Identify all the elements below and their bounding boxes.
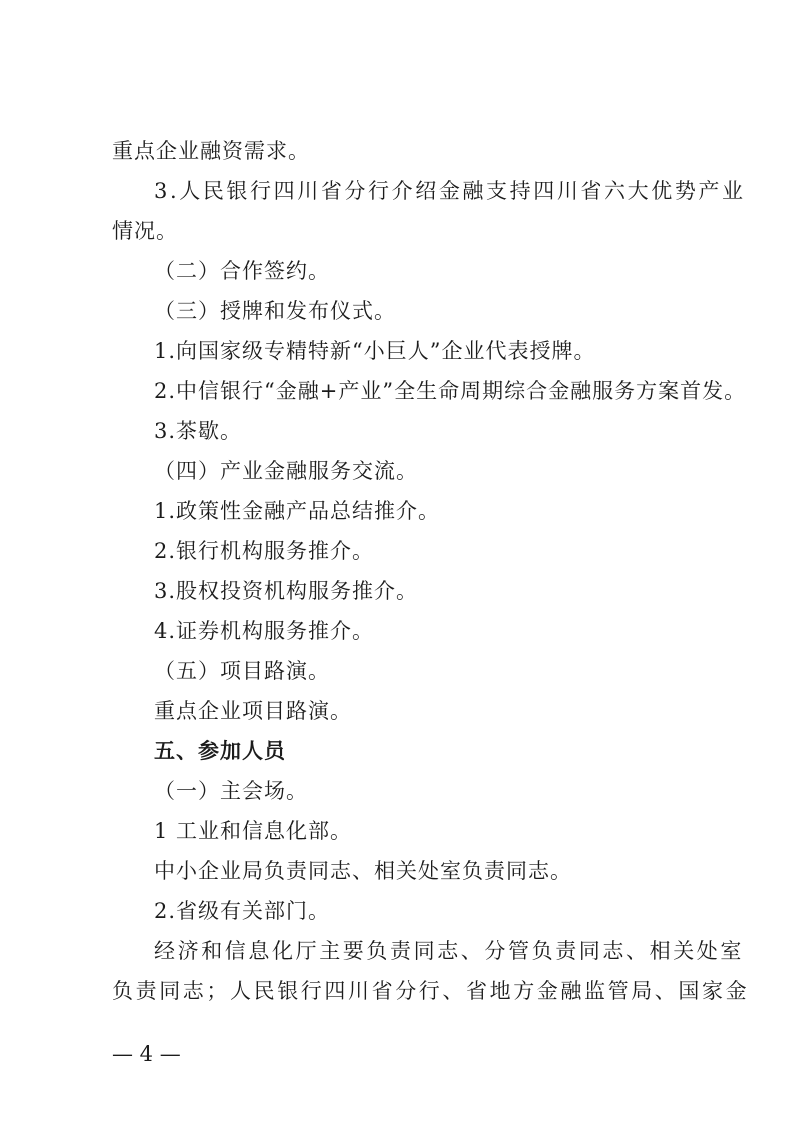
text-line: 2.中信银行“金融+产业”全生命周期综合金融服务方案首发。 <box>154 379 747 403</box>
text-line: 经济和信息化厅主要负责同志、分管负责同志、相关处室 <box>154 939 744 963</box>
subheading: （三）授牌和发布仪式。 <box>154 299 396 323</box>
text-line: 2.省级有关部门。 <box>154 899 331 923</box>
text-line: 情况。 <box>112 219 178 243</box>
text-line: 1.向国家级专精特新“小巨人”企业代表授牌。 <box>154 339 596 363</box>
text-line: 负责同志；人民银行四川省分行、省地方金融监管局、国家金 <box>112 979 750 1003</box>
text-line: 重点企业融资需求。 <box>112 139 310 163</box>
subheading: （四）产业金融服务交流。 <box>154 459 418 483</box>
text-line: 1.政策性金融产品总结推介。 <box>154 499 441 523</box>
text-line: 1 工业和信息化部。 <box>154 819 353 843</box>
text-line: 重点企业项目路演。 <box>154 699 352 723</box>
text-line: 2.银行机构服务推介。 <box>154 539 375 563</box>
page-number: — 4 — <box>112 1042 181 1066</box>
section-heading: 五、参加人员 <box>154 739 286 763</box>
subheading: （二）合作签约。 <box>154 259 330 283</box>
subheading: （一）主会场。 <box>154 779 308 803</box>
text-line: 4.证券机构服务推介。 <box>154 619 375 643</box>
text-line: 中小企业局负责同志、相关处室负责同志。 <box>154 859 572 883</box>
subheading: （五）项目路演。 <box>154 659 330 683</box>
text-line: 3.茶歇。 <box>154 419 243 443</box>
text-line: 3.人民银行四川省分行介绍金融支持四川省六大优势产业 <box>154 179 746 203</box>
text-line: 3.股权投资机构服务推介。 <box>154 579 419 603</box>
